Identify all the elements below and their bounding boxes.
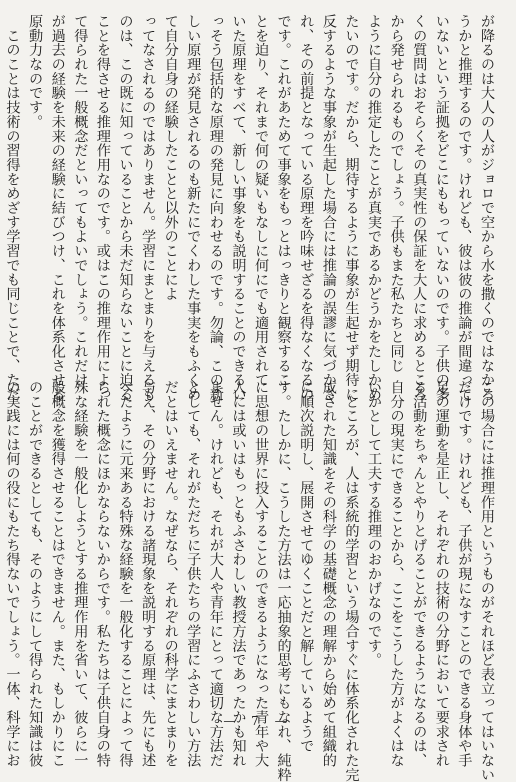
text-line: いないという証拠をどこにももっていないのです。子供の多 xyxy=(433,14,450,402)
text-line: 般概念を獲得させることはできません。また、もしかりにこ xyxy=(49,380,66,768)
text-line: に思想の世界に投入することのできるようになった青年や大 xyxy=(253,380,270,768)
text-line: れ、その前提となっている原理を吟味せざるを得なくなるの xyxy=(298,14,315,402)
text-line: から発せられるものでしょう。子供もまた私たちと同じ xyxy=(388,14,405,373)
text-line: ところが、人は系統的学習という場合すぐに体系化された完 xyxy=(343,380,360,782)
text-line: この場合には推理作用というものがそれほど表立ってはいない xyxy=(479,380,495,782)
text-line: ってなされるのではありません。学習にまとまりを与えるも xyxy=(140,14,157,402)
lower-text-block xyxy=(1,380,498,782)
text-line: です。これがあためて事象をもっとはっきりと観察するこ xyxy=(275,14,292,388)
text-line: 殊な経験を一般化しようとする推理作用を省いて、彼らに一 xyxy=(72,380,89,768)
text-line: る活動をちゃんとやりとげることができるようになるのは、 xyxy=(411,380,428,768)
upper-text-block xyxy=(1,14,498,402)
text-line: としても、それがただちに子供たちの学習にふさわしい方法 xyxy=(185,380,202,768)
text-line: うかと推理するのです。けれども、彼は彼の推論が間違って xyxy=(456,14,473,402)
text-line: しい原理が発見されるのも新たにでくわした事実をもふくめ xyxy=(185,14,202,402)
text-line: くの質問はおそらくその真実性の保証を大人に求めるところ xyxy=(411,14,428,402)
text-line: ことを得させる推理作用なのです。或はこの推理作用によっ xyxy=(94,14,111,402)
text-line: いた原理をすべて、新しい事象をも説明することのできるい xyxy=(230,14,247,402)
text-line: 原動力なのです。 xyxy=(27,14,44,129)
text-line: だけです。けれども、子供が現になすことのできる身体や手 xyxy=(456,380,473,768)
text-line: の実践には何の役にもたち得ないでしょう。一体、科学にお xyxy=(4,380,21,768)
text-line: て得られた一般概念だといってもよいでしょう。これだけ xyxy=(72,14,89,388)
text-line: 反するような事象が生起した場合には推論の誤謬に気づかさ xyxy=(320,14,337,402)
text-line: とを迫り、それまで何の疑いもなしに何にでも適用されて xyxy=(253,14,270,388)
text-line: て自分自身の経験したことと以外のことによ xyxy=(162,14,179,301)
text-line: ません。けれども、それが大人や青年にとって適切な方法だ xyxy=(207,380,224,768)
text-line: のことができるとしても、そのようにして得られた知識は彼 xyxy=(27,380,44,768)
page-number: — 7 — xyxy=(223,714,293,728)
text-line: のは、この既に知っていることから未だ知らないことに迫る xyxy=(117,14,134,402)
text-line: 成された知識をその科学の基礎概念の理解から始めて組織的 xyxy=(320,380,337,768)
text-line: 足の運動を是正し、それぞれの技術の分野において要求され xyxy=(433,380,450,768)
text-line: 自分の現実にできることから、ここをこうした方がよくはな xyxy=(388,380,405,768)
text-line: が降るのは大人の人がジョロで空から水を撒くのではなかろ xyxy=(479,14,495,402)
text-line: ように自分の推定したことが真実であるかどうかをたしかめ xyxy=(366,14,383,402)
text-line: 人には或いはもっともふさわしい教授方法であったかも知れ xyxy=(230,380,247,768)
text-line: が過去の経験を未来の経験に結びつけ、これを体系化させる xyxy=(49,14,66,402)
text-line: だとはいえません。なぜなら、それぞれの科学にまとまりを xyxy=(162,380,179,768)
text-line: られた概念にほかならないからです。私たちは子供自身の特 xyxy=(94,380,111,768)
text-line: っそう包括的な原理の発見に向わせるのです。勿論、この新 xyxy=(207,14,224,402)
text-line: に順次説明し、展開させてゆくことだと解しているようで xyxy=(298,380,315,754)
text-line: このことは技術の習得をめざす学習でも同じことで、ただ xyxy=(4,14,21,402)
text-line: べたように元来ある特殊な経験を一般化することによって得 xyxy=(117,380,134,768)
text-line: す。たしかに、こうした方法は一応抽象的思考にもなれ、純粋 xyxy=(275,380,292,782)
text-line: 与え、その分野における諸現象を説明する原理は、先にも述 xyxy=(140,380,157,768)
text-line: たいのです。だから、期待するように事象が生起せず期待に xyxy=(343,14,360,402)
text-line: いかとして工夫する推理のおかげなのです。 xyxy=(366,380,383,667)
